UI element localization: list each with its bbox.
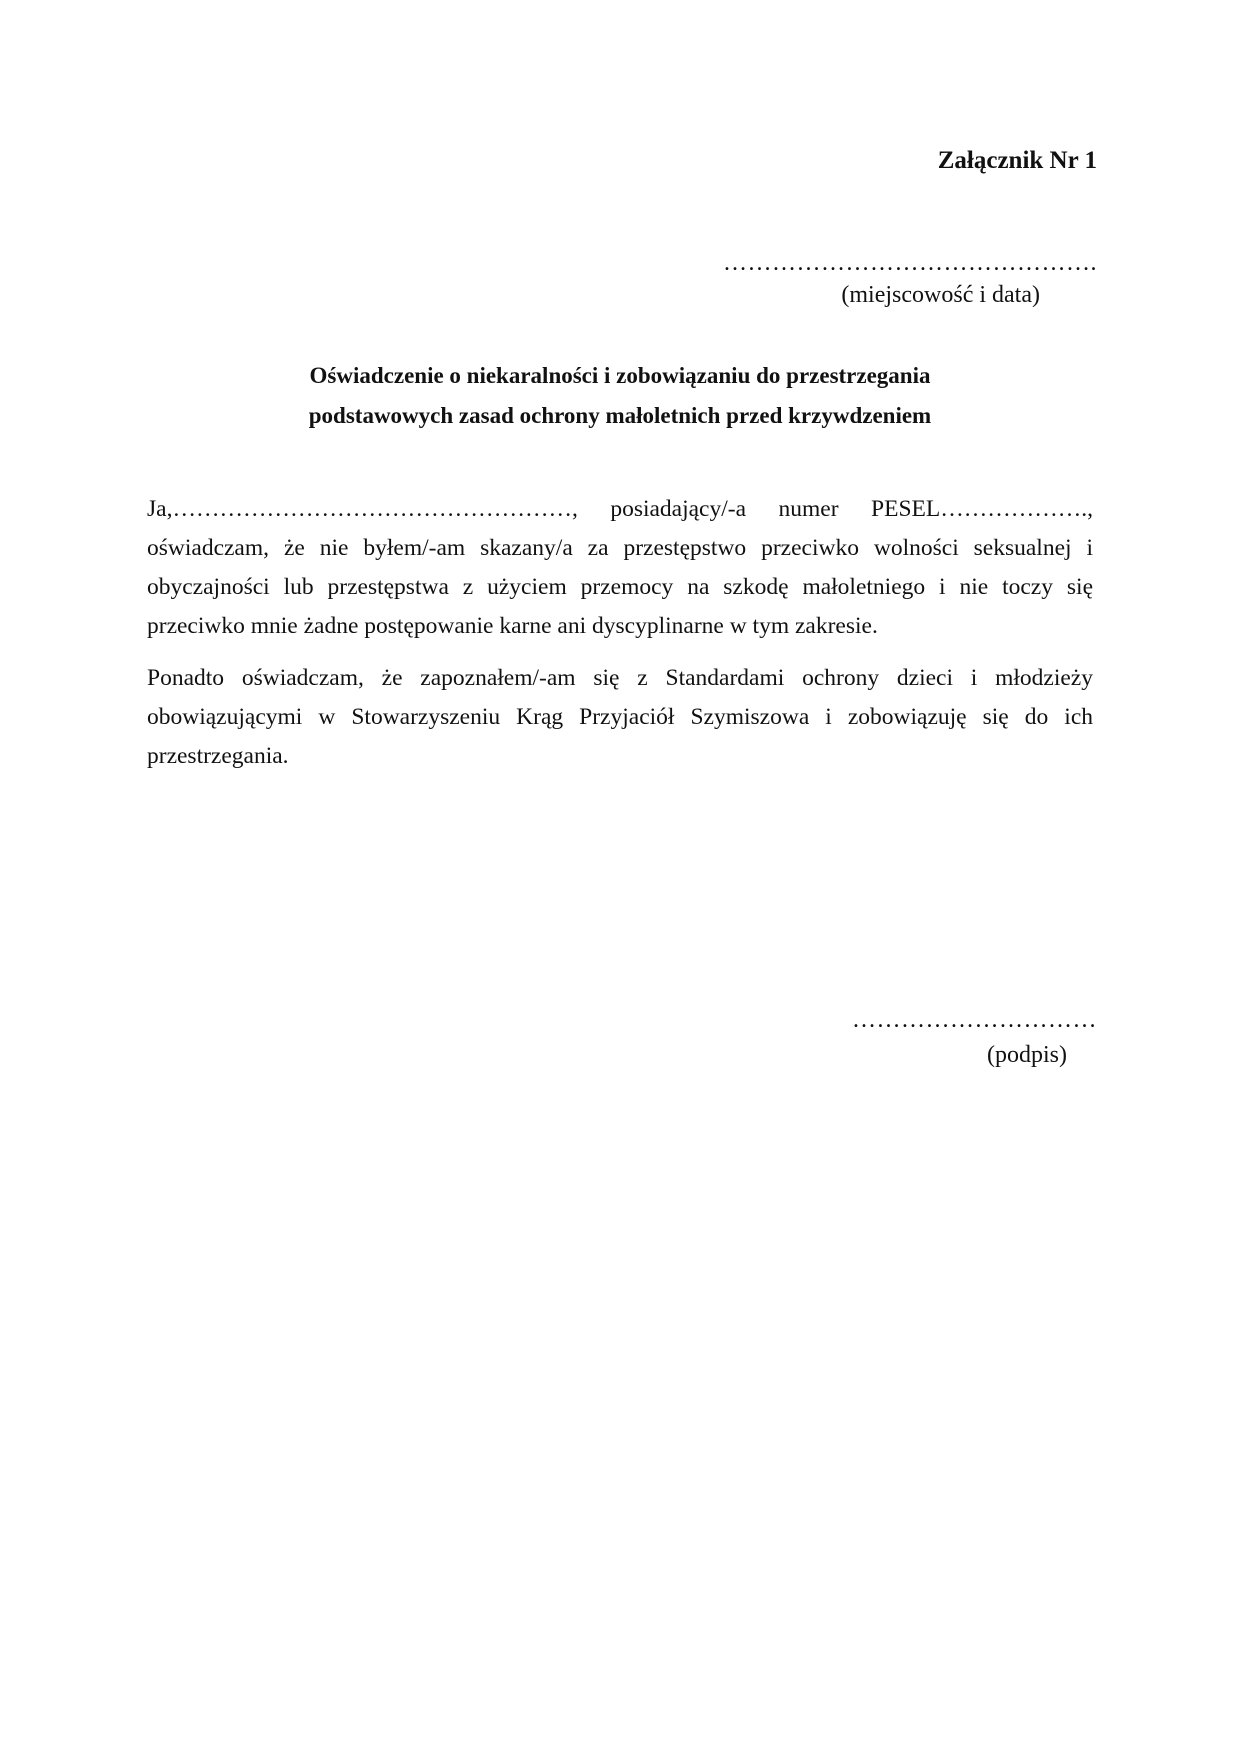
document-title-line-1: Oświadczenie o niekaralności i zobowiązaniu do przestrzegania xyxy=(309,363,931,388)
declaration-body xyxy=(147,490,1093,789)
place-date-field xyxy=(723,247,1097,311)
place-date-dots: ………………………………………. xyxy=(723,250,1097,276)
annex-label: Załącznik Nr 1 xyxy=(937,147,1097,174)
personal-data-line: Ja,……………………………………………, posiadający/-a numer PESEL………………., xyxy=(147,496,1093,522)
document-title xyxy=(140,356,1100,436)
signature-field xyxy=(852,1003,1097,1073)
signature-dots: ………………………… xyxy=(852,1007,1097,1033)
declaration-paragraph-1-text: oświadczam, że nie byłem/-am skazany/a za przestępstwo przeciwko wolności seksualnej i obyczajności lub przestępstwa z użyciem przemocy na szkodę małoletniego i nie toczy się przeciwko mnie żadne postępowanie karne ani dyscyplinarne w tym zakresie. xyxy=(147,535,1093,639)
declaration-paragraph-1 xyxy=(147,490,1093,646)
signature-caption: (podpis) xyxy=(987,1042,1067,1068)
document-title-line-2: podstawowych zasad ochrony małoletnich przed krzywdzeniem xyxy=(308,403,932,428)
place-date-caption: (miejscowość i data) xyxy=(841,282,1040,308)
declaration-paragraph-2: Ponadto oświadczam, że zapoznałem/-am się z Standardami ochrony dzieci i młodzieży obowiązującymi w Stowarzyszeniu Krąg Przyjaciół Szymiszowa i zobowiązuję się do ich przestrzegania. xyxy=(147,665,1093,769)
